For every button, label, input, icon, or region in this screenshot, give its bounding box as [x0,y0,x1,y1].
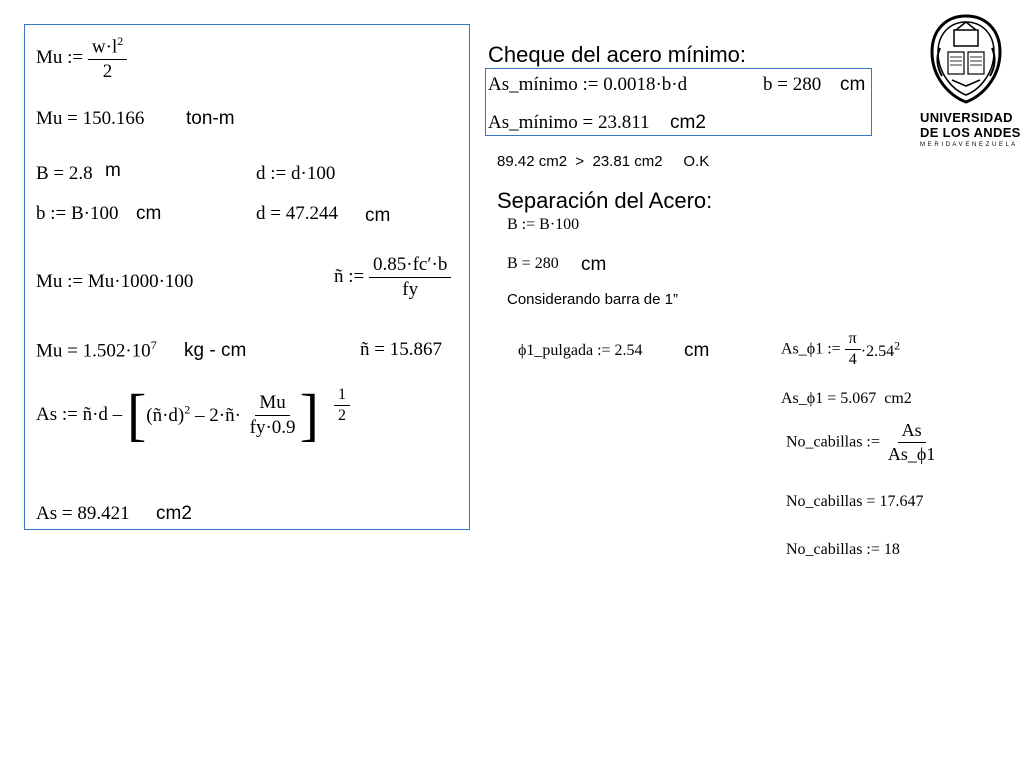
d-value: d = 47.244 [256,203,338,224]
mu-kgcm-value: $Mu = 1.502\cdot 10^7$ [36,338,157,362]
nocab-value: No_cabillas = 17.647 [786,493,924,510]
B-cm-value: B = 280 [507,255,559,272]
asmin-value: As_mínimo = 23.811 [488,112,650,133]
n-formula: ñ := $\frac{0.85\cdot fc'\cdot b}{fy}$ [334,254,451,301]
mu-unit: ton-m [186,108,235,129]
b-definition: b := B·100 [36,203,119,224]
mu-conversion: Mu := Mu·1000·100 [36,271,194,292]
as-inner-fraction: $\frac{Mu}{fy\cdot 0.9}$ [249,391,296,438]
logo-line1: UNIVERSIDAD [920,110,1013,125]
mu-fraction: $\frac{w\cdot l^2}{2}$ [88,34,127,83]
asphi-value: As_ϕ1 = 5.067 cm2 [781,390,912,407]
b-check-unit: cm [840,74,866,95]
d-unit: cm [365,205,391,226]
title-min-steel: Cheque del acero mínimo: [488,42,747,67]
asmin-unit: cm2 [670,112,706,133]
nocab-formula: No_cabillas := $\frac{As}{As\_\phi 1}$ [786,420,939,465]
as-unit: cm2 [156,503,192,524]
n-fraction: $\frac{0.85\cdot fc'\cdot b}{fy}$ [369,254,451,301]
B-cm-definition: B := B·100 [507,216,580,233]
logo-line2: DE LOS ANDES [920,125,1021,140]
title-steel-separation: Separación del Acero: [497,188,713,213]
logo-line3: M E R I D A V E N E Z U E L A [920,142,1016,148]
b-unit: cm [136,203,162,224]
b-check-value: b = 280 [763,74,822,95]
mu-formula: Mu := $\frac{w\cdot l^2}{2}$ [36,34,127,83]
ok-label: O.K [683,153,710,170]
asphi-formula: As_ϕ1 := $\frac{\pi}{4}$ $\cdot 2.54^2$ [781,330,901,368]
B-value: B = 2.8 [36,163,93,184]
as-value: As = 89.421 [36,503,130,524]
mu-kgcm-unit: kg - cm [184,340,247,361]
as-formula: As := ñ·d – [(ñ·d)$^2$ – 2·ñ· $\frac{Mu}{fy\cdot 0.9}$ ] [36,382,319,447]
B-cm-unit: cm [581,254,607,275]
mu-value: Mu = 150.166 [36,108,145,129]
phi-definition: ϕ1_pulgada := 2.54 [518,342,643,359]
asmin-definition: As_mínimo := 0.0018·b·d [488,74,688,95]
bar-note: Considerando barra de 1” [507,291,678,308]
phi-unit: cm [684,340,710,361]
as-exponent: $\frac{1}{2}$ [334,386,350,425]
asphi-fraction: $\frac{\pi}{4}$ [845,330,861,369]
d-definition: d := d·100 [256,163,336,184]
nocab-final: No_cabillas := 18 [786,541,900,558]
university-crest-icon [926,12,1006,106]
comparison: 89.42 cm2 > 23.81 cm2 O.K [497,153,710,170]
nocab-fraction: $\frac{As}{As\_\phi 1}$ [887,420,936,464]
university-logo [920,12,1020,152]
B-unit: m [105,160,121,181]
n-value: ñ = 15.867 [360,339,442,360]
